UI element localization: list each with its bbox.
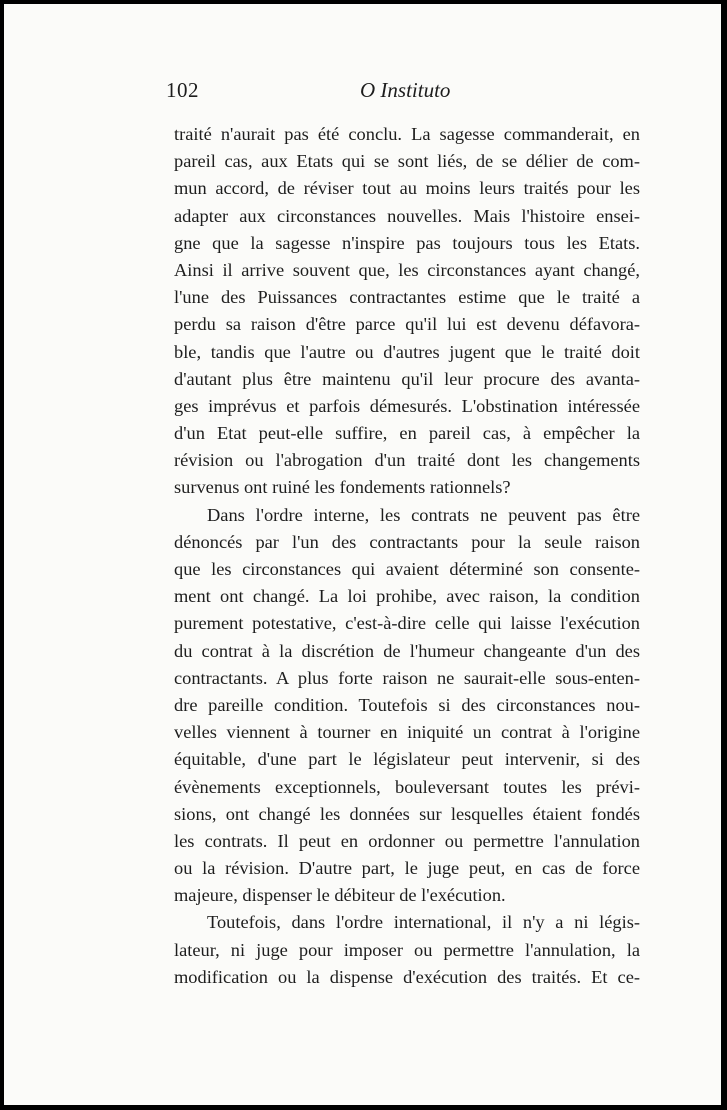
paragraph-1 (174, 121, 640, 502)
body-text (174, 121, 640, 991)
text-line: les contrats. Il peut en ordonner ou permettre l'annulation (174, 830, 640, 851)
text-line: lateur, ni juge pour imposer ou permettre l'annulation, la (174, 939, 640, 960)
text-line: du contrat à la discrétion de l'humeur changeante d'un des (174, 640, 640, 661)
running-title: O Instituto (360, 78, 451, 102)
paragraph-2 (174, 502, 640, 910)
text-line: ou la révision. D'autre part, le juge peut, en cas de force (174, 858, 640, 879)
text-line: révision ou l'abrogation d'un traité dont les changements (174, 450, 640, 471)
text-line: adapter aux circonstances nouvelles. Mais l'histoire ensei- (174, 205, 640, 226)
text-line: ges imprévus et parfois démesurés. L'obstination intéressée (174, 395, 640, 416)
text-line: Dans l'ordre interne, les contrats ne peuvent pas être (207, 504, 640, 525)
text-line: traité n'aurait pas été conclu. La sagesse commanderait, en (174, 124, 640, 144)
text-line: Ainsi il arrive souvent que, les circonstances ayant changé, (174, 259, 640, 280)
text-line: que les circonstances qui avaient déterminé son consente- (174, 559, 640, 579)
text-line: d'un Etat peut-elle suffire, en pareil cas, à empêcher la (174, 423, 640, 444)
text-line: Toutefois, dans l'ordre international, il n'y a ni légis- (207, 912, 640, 933)
text-line: majeure, dispenser le débiteur de l'exécution. (174, 885, 506, 906)
text-line: survenus ont ruiné les fondements rationnels? (174, 477, 511, 498)
text-line: pareil cas, aux Etats qui se sont liés, de se délier de com- (174, 151, 640, 172)
text-line: mun accord, de réviser tout au moins leurs traités pour les (174, 178, 640, 199)
paragraph-3 (174, 909, 640, 991)
text-line: sions, ont changé les données sur lesquelles étaient fondés (174, 803, 640, 824)
book-page (4, 4, 721, 1105)
text-line: ble, tandis que l'autre ou d'autres jugent que le traité doit (174, 341, 640, 362)
text-line: velles viennent à tourner en iniquité un contrat à l'origine (174, 722, 640, 743)
text-line: d'autant plus être maintenu qu'il leur procure des avanta- (174, 368, 640, 389)
page-number: 102 (166, 78, 199, 102)
text-line: contractants. A plus forte raison ne saurait-elle sous-enten- (174, 667, 640, 688)
text-line: purement potestative, c'est-à-dire celle qui laisse l'exécution (174, 613, 640, 634)
text-line: ment ont changé. La loi prohibe, avec raison, la condition (174, 586, 640, 607)
text-line: modification ou la dispense d'exécution des traités. Et ce- (174, 966, 640, 987)
text-line: perdu sa raison d'être parce qu'il lui est devenu défavora- (174, 314, 640, 335)
text-line: évènements exceptionnels, bouleversant toutes les prévi- (174, 776, 640, 797)
text-line: équitable, d'une part le législateur peut intervenir, si des (174, 749, 640, 770)
page-header (4, 78, 721, 108)
text-line: l'une des Puissances contractantes estime que le traité a (174, 287, 640, 308)
text-line: gne que la sagesse n'inspire pas toujours tous les Etats. (174, 232, 640, 253)
text-line: dre pareille condition. Toutefois si des circonstances nou- (174, 694, 640, 715)
text-line: dénoncés par l'un des contractants pour la seule raison (174, 531, 640, 552)
